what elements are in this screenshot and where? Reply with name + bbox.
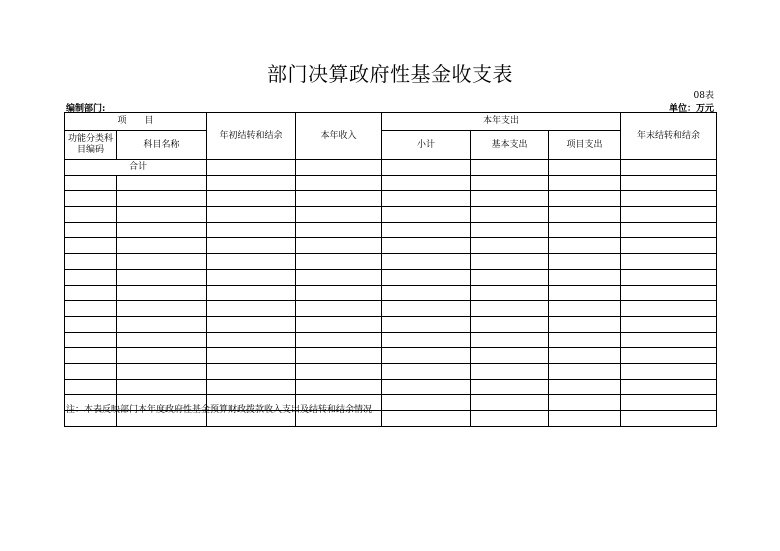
table-cell — [296, 254, 382, 270]
table-cell — [549, 285, 621, 301]
table-cell — [296, 285, 382, 301]
table-cell — [296, 301, 382, 317]
table-cell — [207, 254, 296, 270]
table-cell — [117, 285, 207, 301]
table-cell — [621, 238, 717, 254]
table-cell — [117, 238, 207, 254]
table-cell — [382, 363, 471, 379]
table-cell — [621, 316, 717, 332]
table-cell — [549, 348, 621, 364]
department-label: 编制部门: — [66, 104, 106, 114]
table-cell — [621, 222, 717, 238]
table-cell — [65, 191, 117, 207]
table-cell — [65, 348, 117, 364]
table-cell — [65, 222, 117, 238]
table-cell — [207, 222, 296, 238]
table-cell — [296, 348, 382, 364]
header-end-balance: 年末结转和结余 — [621, 113, 717, 160]
table-cell — [471, 285, 549, 301]
table-cell — [382, 175, 471, 191]
table-cell — [621, 411, 717, 427]
table-row — [65, 269, 717, 285]
table-cell — [621, 363, 717, 379]
table-cell — [207, 363, 296, 379]
table-cell — [296, 207, 382, 223]
table-cell — [207, 207, 296, 223]
table-cell — [207, 301, 296, 317]
table-cell — [621, 348, 717, 364]
table-cell — [382, 160, 471, 176]
table-cell — [549, 191, 621, 207]
table-cell — [471, 238, 549, 254]
table-cell — [65, 301, 117, 317]
table-cell — [621, 379, 717, 395]
table-cell — [65, 175, 117, 191]
table-cell — [382, 191, 471, 207]
table-cell — [471, 254, 549, 270]
table-row — [65, 191, 717, 207]
table-cell — [471, 222, 549, 238]
table-cell — [296, 222, 382, 238]
table-row — [65, 301, 717, 317]
total-label: 合计 — [65, 160, 207, 176]
table-cell — [471, 269, 549, 285]
table-cell — [382, 348, 471, 364]
table-cell — [65, 254, 117, 270]
table-cell — [621, 269, 717, 285]
table-cell — [621, 175, 717, 191]
table-cell — [117, 316, 207, 332]
table-cell — [621, 160, 717, 176]
table-cell — [207, 379, 296, 395]
table-row — [65, 285, 717, 301]
table-cell — [207, 316, 296, 332]
table-cell — [471, 175, 549, 191]
table-cell — [621, 285, 717, 301]
table-cell — [296, 332, 382, 348]
header-func-code: 功能分类科目编码 — [65, 131, 117, 160]
table-cell — [296, 363, 382, 379]
table-cell — [117, 301, 207, 317]
table-cell — [471, 348, 549, 364]
table-cell — [207, 160, 296, 176]
table-cell — [471, 207, 549, 223]
table-cell — [117, 207, 207, 223]
table-cell — [382, 238, 471, 254]
table-cell — [207, 238, 296, 254]
table-cell — [471, 411, 549, 427]
table-cell — [549, 222, 621, 238]
table-cell — [621, 395, 717, 411]
table-cell — [117, 348, 207, 364]
table-cell — [382, 379, 471, 395]
table-cell — [65, 363, 117, 379]
table-cell — [471, 379, 549, 395]
table-row — [65, 222, 717, 238]
table-row — [65, 332, 717, 348]
table-cell — [621, 301, 717, 317]
header-project-expense: 项目支出 — [549, 131, 621, 160]
table-cell — [117, 254, 207, 270]
table-cell — [382, 332, 471, 348]
table-cell — [207, 285, 296, 301]
table-row — [65, 254, 717, 270]
table-cell — [382, 207, 471, 223]
table-cell — [117, 379, 207, 395]
table-cell — [65, 379, 117, 395]
table-cell — [207, 332, 296, 348]
header-subtotal: 小计 — [382, 131, 471, 160]
table-cell — [621, 207, 717, 223]
table-cell — [117, 363, 207, 379]
header-subject-name: 科目名称 — [117, 131, 207, 160]
header-expense: 本年支出 — [382, 113, 621, 131]
table-cell — [471, 363, 549, 379]
form-number: 08表 — [693, 91, 714, 101]
unit-label: 单位：万元 — [668, 104, 714, 114]
table-cell — [549, 332, 621, 348]
table-row — [65, 348, 717, 364]
report-title: 部门决算政府性基金收支表 — [267, 62, 513, 86]
table-cell — [65, 269, 117, 285]
table-cell — [296, 175, 382, 191]
table-cell — [382, 254, 471, 270]
table-cell — [621, 191, 717, 207]
table-cell — [549, 269, 621, 285]
table-row — [65, 238, 717, 254]
table-row — [65, 207, 717, 223]
table-cell — [471, 332, 549, 348]
table-cell — [117, 222, 207, 238]
table-cell — [471, 316, 549, 332]
table-cell — [65, 207, 117, 223]
table-cell — [549, 160, 621, 176]
table-cell — [296, 379, 382, 395]
table-cell — [471, 301, 549, 317]
table-row — [65, 363, 717, 379]
table-cell — [117, 191, 207, 207]
table-cell — [65, 285, 117, 301]
table-row — [65, 316, 717, 332]
table-cell — [382, 222, 471, 238]
footnote: 注：本表反映部门本年度政府性基金预算财政拨款收入支出及结转和结余情况 — [66, 405, 373, 415]
table-cell — [471, 395, 549, 411]
table-cell — [382, 316, 471, 332]
table-cell — [65, 238, 117, 254]
header-basic-expense: 基本支出 — [471, 131, 549, 160]
table-cell — [207, 191, 296, 207]
table-cell — [382, 411, 471, 427]
table-cell — [471, 160, 549, 176]
table-cell — [549, 316, 621, 332]
table-cell — [117, 332, 207, 348]
fund-income-expense-table — [64, 112, 717, 427]
table-cell — [296, 316, 382, 332]
table-cell — [207, 269, 296, 285]
table-cell — [549, 379, 621, 395]
table-cell — [65, 316, 117, 332]
table-cell — [621, 254, 717, 270]
table-cell — [382, 285, 471, 301]
table-cell — [382, 269, 471, 285]
total-row — [65, 160, 717, 176]
header-income: 本年收入 — [296, 113, 382, 160]
table-cell — [207, 175, 296, 191]
table-cell — [549, 363, 621, 379]
table-cell — [117, 269, 207, 285]
table-cell — [549, 395, 621, 411]
table-cell — [382, 395, 471, 411]
table-row — [65, 175, 717, 191]
table-cell — [207, 348, 296, 364]
table-cell — [296, 191, 382, 207]
table-cell — [117, 175, 207, 191]
table-cell — [549, 254, 621, 270]
header-project: 项 目 — [65, 113, 207, 131]
table-cell — [65, 332, 117, 348]
table-cell — [471, 191, 549, 207]
header-begin-balance: 年初结转和结余 — [207, 113, 296, 160]
table-cell — [549, 207, 621, 223]
table-cell — [296, 269, 382, 285]
table-cell — [296, 160, 382, 176]
table-row — [65, 379, 717, 395]
table-cell — [296, 238, 382, 254]
table-cell — [621, 332, 717, 348]
table-cell — [549, 411, 621, 427]
table-cell — [382, 301, 471, 317]
table-cell — [549, 301, 621, 317]
table-cell — [549, 175, 621, 191]
table-cell — [549, 238, 621, 254]
